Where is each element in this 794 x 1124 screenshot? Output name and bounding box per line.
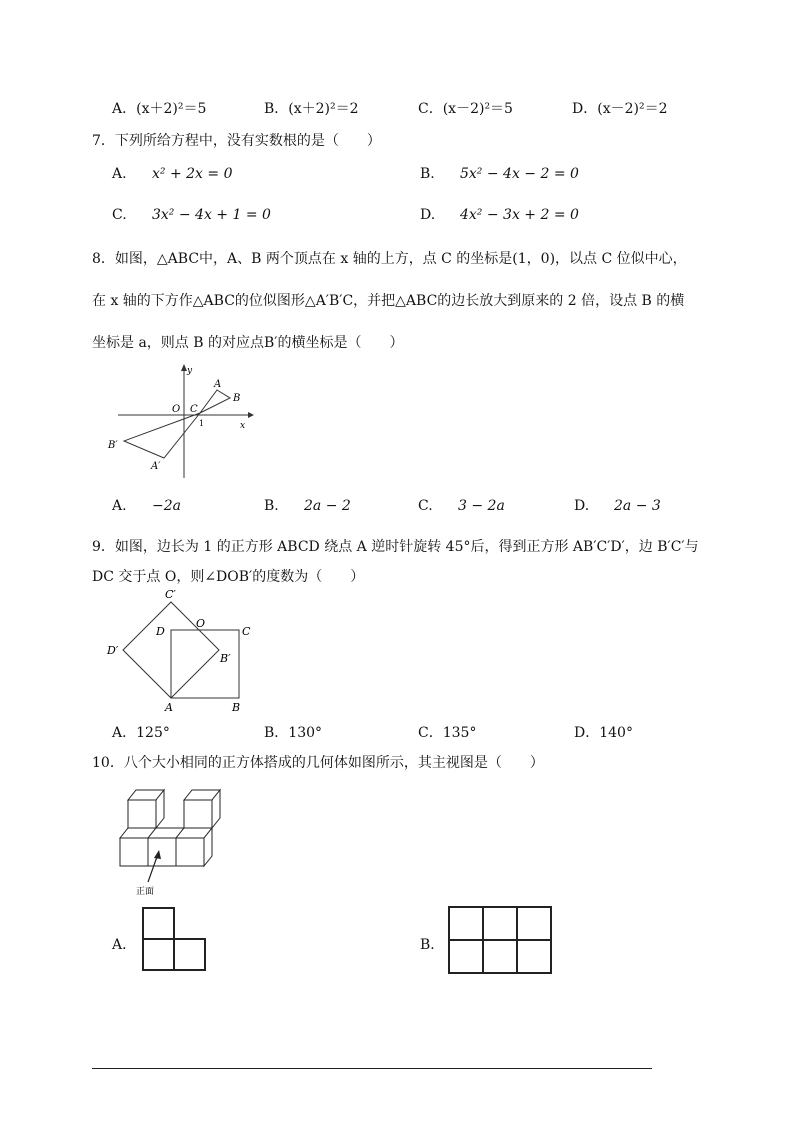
q9-option-d (574, 722, 633, 742)
option-letter: B. (420, 166, 435, 182)
option-letter: C． (418, 725, 443, 741)
cube-front (120, 838, 148, 866)
option-text: −2a (152, 498, 181, 514)
q10-option-a-letter: A． (112, 937, 137, 953)
view-square (449, 907, 483, 940)
q7-option-d (420, 207, 579, 223)
option-text: x² + 2x = 0 (152, 166, 233, 182)
option-text: 3 − 2a (458, 498, 505, 514)
q7-stem: 7．下列所给方程中，没有实数根的是（ ） (92, 133, 381, 149)
view-square (449, 940, 483, 973)
q10-option-b-letter: B． (420, 937, 445, 953)
point-a-label: A (165, 701, 173, 714)
option-letter: D． (572, 101, 598, 117)
view-square (517, 940, 551, 973)
point-a-label: A (214, 379, 222, 390)
q8-line-1: 8．如图，△ABC中，A、B 两个顶点在 x 轴的上方，点 C 的坐标是(1，0)，以点 C 位似中心， (92, 251, 687, 267)
point-c-label: C (242, 625, 251, 638)
option-letter: D． (574, 725, 600, 741)
option-text: 3x² − 4x + 1 = 0 (152, 207, 271, 223)
q6-option-d (572, 98, 667, 118)
option-letter: C． (418, 101, 443, 117)
q7-option-c (112, 207, 271, 223)
point-c-label: C (190, 404, 198, 415)
option-text: (x＋2)²＝5 (136, 101, 207, 117)
option-letter: B. (264, 498, 279, 514)
point-d-prime-label: D′ (107, 644, 119, 657)
point-c-prime-label: C′ (165, 588, 176, 601)
option-letter: A. (112, 166, 127, 182)
view-square (517, 907, 551, 940)
option-text: 135° (442, 725, 477, 741)
q7-option-b (420, 166, 579, 182)
triangle-abc (200, 390, 230, 413)
option-letter: A． (112, 101, 137, 117)
front-view-label: 正面 (136, 887, 155, 897)
q8-option-b (264, 498, 351, 514)
option-letter: A. (112, 498, 127, 514)
q10-stem: 10．八个大小相同的正方体搭成的几何体如图所示，其主视图是（ ） (92, 755, 544, 771)
y-label: y (187, 366, 193, 376)
triangle-a-prime-b-prime-c (124, 413, 200, 458)
option-text: (x＋2)²＝2 (288, 101, 359, 117)
q9-option-c (418, 722, 476, 742)
x-arrow (248, 412, 254, 418)
option-letter: C. (112, 207, 127, 223)
view-square (143, 939, 174, 970)
point-b-label: B (232, 701, 241, 714)
q8-line-2: 在 x 轴的下方作△ABC的位似图形△A′B′C，并把△ABC的边长放大到原来的 2 倍，设点 B 的横 (92, 293, 685, 309)
option-text: (x－2)²＝5 (442, 101, 513, 117)
tick-1-label: 1 (199, 419, 205, 428)
footer-divider (92, 1068, 652, 1069)
q8-option-d (574, 498, 661, 514)
point-b-prime-label: B′ (108, 440, 118, 451)
view-square (143, 908, 174, 939)
q6-option-b (264, 98, 359, 118)
option-text: 125° (136, 725, 170, 741)
cube-front (128, 800, 156, 828)
option-text: 5x² − 4x − 2 = 0 (460, 166, 579, 182)
view-square (483, 940, 517, 973)
option-text: 4x² − 3x + 2 = 0 (460, 207, 579, 223)
option-letter: C. (418, 498, 433, 514)
point-b-label: B (233, 393, 241, 404)
q7-option-a (112, 166, 232, 182)
q9-line-1: 9．如图，边长为 1 的正方形 ABCD 绕点 A 逆时针旋转 45°后，得到正方形 AB′C′D′，边 B′C′与 (92, 539, 699, 555)
x-label: x (240, 421, 246, 431)
q9-line-2: DC 交于点 O，则∠DOB′的度数为（ ） (92, 569, 365, 585)
option-text: 130° (288, 725, 323, 741)
point-o-label: O (196, 617, 206, 630)
option-text: (x－2)²＝2 (597, 101, 668, 117)
point-b-prime-label: B′ (220, 652, 231, 665)
q9-figure (104, 584, 264, 716)
option-text: 2a − 3 (614, 498, 661, 514)
view-square (174, 939, 205, 970)
option-letter: B． (264, 725, 289, 741)
q10-figure (112, 784, 232, 898)
q6-option-c (418, 98, 513, 118)
option-letter: A． (112, 725, 137, 741)
option-text: 2a − 2 (304, 498, 351, 514)
q9-option-a (112, 722, 170, 742)
view-square (483, 907, 517, 940)
q10-option-a-figure (141, 906, 207, 972)
option-letter: B． (264, 101, 289, 117)
option-letter: D. (574, 498, 590, 514)
q8-figure (106, 362, 256, 482)
option-letter: D. (420, 207, 436, 223)
cube-front (184, 800, 212, 828)
point-a-prime-label: A′ (151, 461, 161, 472)
q6-option-a (112, 98, 206, 118)
q9-option-b (264, 722, 322, 742)
q10-option-b-figure (447, 905, 553, 975)
origin-label: O (172, 404, 181, 415)
cube-front (176, 838, 204, 866)
q8-option-c (418, 498, 505, 514)
q8-line-3: 坐标是 a，则点 B 的对应点B′的横坐标是（ ） (92, 335, 404, 351)
option-text: 140° (599, 725, 633, 741)
point-d-label: D (156, 625, 165, 638)
cube-front (148, 838, 176, 866)
q8-option-a (112, 498, 181, 514)
